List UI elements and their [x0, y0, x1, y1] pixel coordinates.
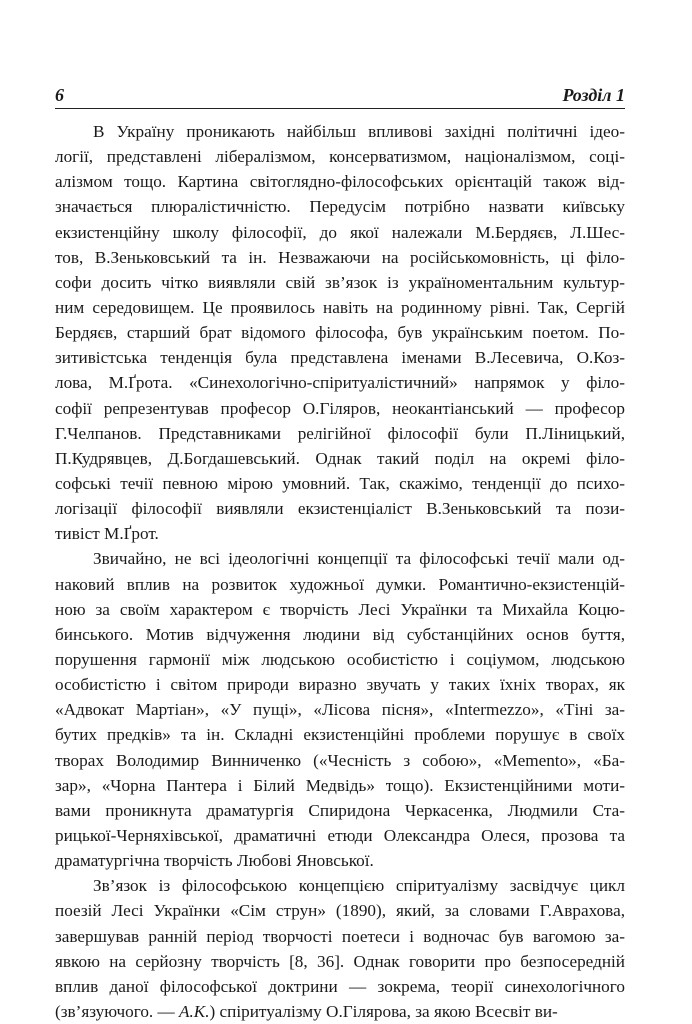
text-line: Зв’язок із філософською концепцією спіритуалізму засвідчує цикл [93, 876, 625, 896]
text-line: (зв’язуючого. — А.К.) спіритуалізму О.Гілярова, за якою Всесвіт ви- [55, 1001, 558, 1021]
text-line: ним середовищем. Це проявилось навіть на родинному рівні. Так, Сергій [55, 297, 625, 317]
text-line: явкою на серйозну творчість [8, 36]. Однак говорити про безпосередній [55, 951, 625, 971]
text-line: порушення гармонії між людською особистістю і соціумом, людською [55, 649, 625, 669]
text-line: лова, М.Ґрота. «Синехологічно-спіритуалістичний» напрямок у філо- [55, 373, 625, 393]
body-text [55, 119, 625, 1024]
page-number: 6 [55, 85, 64, 105]
text-line: Бердяєв, старший брат відомого філософа, був українським поетом. По- [55, 323, 625, 343]
paragraph [55, 546, 625, 873]
text-line: особистістю і світом природи виразно звучать у таких їхніх творах, як [55, 675, 625, 695]
text-line: тивіст М.Ґрот. [55, 524, 159, 544]
text-line: вами проникнута драматургія Спиридона Черкасенка, Людмили Ста- [55, 800, 625, 820]
text-line: завершував ранній період творчості поетеси і водночас був вагомою за- [55, 926, 625, 946]
text-line: софи досить чітко виявляли свій зв’язок із українoментальним культур- [55, 272, 625, 292]
text-line: екзистенційну школу філософії, до якої належали М.Бердяєв, Л.Шес- [55, 222, 625, 242]
text-line: Звичайно, не всі ідеологічні концепції та філософські течії мали од- [93, 549, 625, 569]
text-line: логії, представлені лібералізмом, консерватизмом, націоналізмом, соці- [55, 147, 625, 167]
text-line: алізмом тощо. Картина світоглядно-філософських орієнтацій також від- [55, 172, 625, 192]
text-line: софії репрезентував професор О.Гіляров, неокантіанський — професор [55, 398, 625, 418]
text-line: В Україну проникають найбільш впливові західні політичні ідео- [93, 122, 625, 141]
text-line: зар», «Чорна Пантера і Білий Медвідь» тощо). Екзистенційними моти- [55, 775, 625, 795]
text-line: рицької-Черняхівської, драматичні етюди Олександра Олеся, прозова та [55, 825, 625, 845]
text-line: софські течії певною мірою умовний. Так, скажімо, тенденції до психо- [55, 473, 625, 493]
text-line: П.Кудрявцев, Д.Богдашевський. Однак такий поділ на окремі філо- [55, 448, 625, 468]
text-line: ною за своїм характером є творчість Лесі Українки та Михайла Коцю- [55, 599, 625, 619]
paragraph [55, 119, 625, 546]
text-line: творах Володимир Винниченко («Чесність з собою», «Memento», «Ба- [55, 750, 625, 770]
text-line: бутих предків» та ін. Складні екзистенційні проблеми порушує в своїх [55, 725, 625, 745]
running-header [55, 84, 625, 109]
text-line: бинського. Мотив відчуження людини від субстанційних основ буття, [55, 624, 625, 644]
section-title: Розділ 1 [562, 85, 625, 105]
text-line: зитивістська тенденція була представлена іменами В.Лесевича, О.Коз- [55, 348, 625, 368]
text-line: поезій Лесі Українки «Сім струн» (1890), який, за словами Г.Аврахова, [55, 901, 625, 921]
text-line: значається плюралістичністю. Передусім потрібно назвати київську [55, 197, 625, 217]
text-line: тов, В.Зеньковський та ін. Незважаючи на російськомовність, ці філо- [55, 247, 625, 267]
author-initials: А.К. [179, 1001, 210, 1021]
text-line: вплив даної філософської доктрини — зокрема, теорії синехологічного [55, 976, 625, 996]
text-line: Г.Челпанов. Представниками релігійної філософії були П.Ліницький, [55, 423, 625, 443]
paragraph [55, 873, 625, 1024]
text-line: драматургічна творчість Любові Яновської. [55, 851, 374, 871]
text-line: логізації філософії виявляли екзистенціаліст В.Зеньковський та пози- [55, 499, 625, 519]
text-line: «Адвокат Мартіан», «У пущі», «Лісова пісня», «Intermezzo», «Тіні за- [55, 700, 625, 720]
text-line: наковий вплив на розвиток художньої думки. Романтично-екзистенцій- [55, 574, 625, 594]
